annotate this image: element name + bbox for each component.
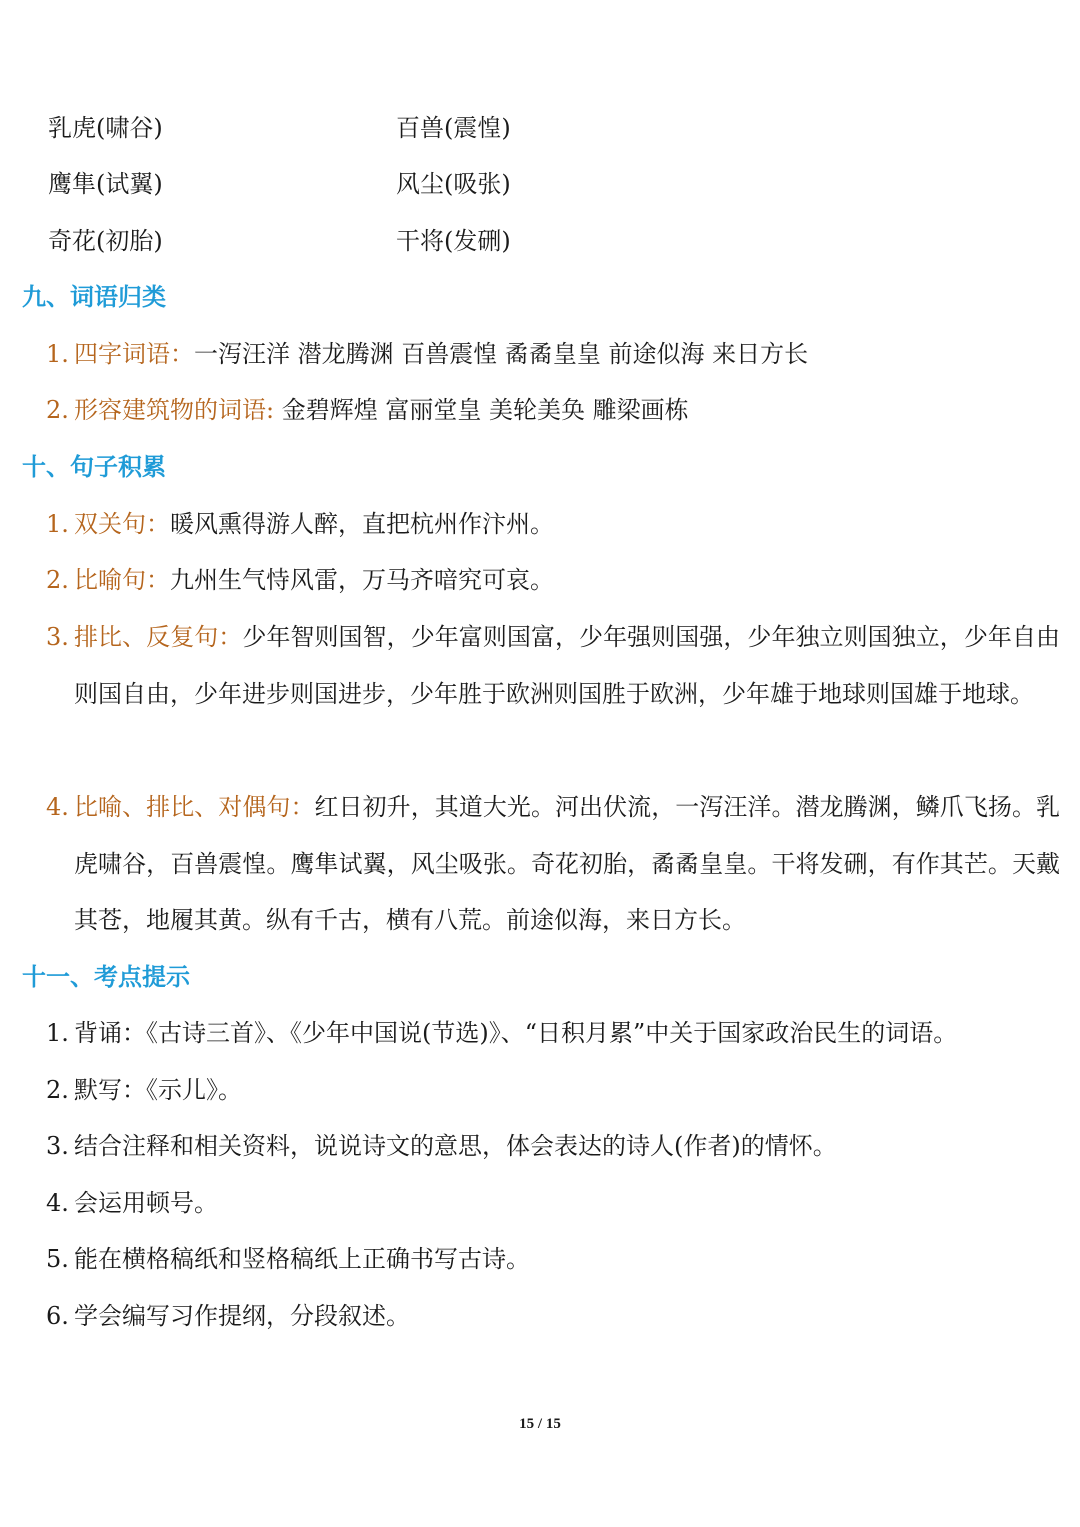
item-number: 6. — [46, 1302, 69, 1330]
item-text: 会运用顿号。 — [74, 1189, 218, 1217]
item-text: 一泻汪洋 潜龙腾渊 百兽震惶 矞矞皇皇 前途似海 来日方长 — [194, 340, 809, 368]
item-body — [74, 552, 1060, 609]
item-body — [74, 496, 1060, 553]
list-item — [46, 1118, 1060, 1175]
item-number: 2. — [46, 1076, 69, 1104]
item-number: 1. — [46, 340, 69, 368]
list-item — [46, 609, 1060, 722]
pair-right: 百兽(震惶) — [396, 114, 511, 142]
list-item — [46, 1062, 1060, 1119]
item-text: 少年智则国智，少年富则国富，少年强则国强，少年独立则国独立，少年自由则国自由，少年进步则国进步，少年胜于欧洲则国胜于欧洲，少年雄于地球则国雄于地球。 — [74, 623, 1061, 708]
item-label: 四字词语： — [74, 340, 194, 368]
item-body — [74, 609, 1060, 722]
item-body — [74, 779, 1060, 949]
item-label: 双关句： — [74, 510, 170, 538]
list-item — [46, 1005, 1060, 1062]
list-item — [46, 779, 1060, 949]
list-item — [46, 552, 1060, 609]
item-body — [74, 382, 1060, 439]
item-number: 5. — [46, 1245, 69, 1273]
list-item — [46, 326, 1060, 383]
item-label: 比喻句： — [74, 566, 170, 594]
item-text: 能在横格稿纸和竖格稿纸上正确书写古诗。 — [74, 1245, 530, 1273]
item-text: 金碧辉煌 富丽堂皇 美轮美奂 雕梁画栋 — [281, 396, 689, 424]
item-body — [74, 326, 1060, 383]
section-heading: 十一、考点提示 — [22, 963, 190, 991]
pair-right: 干将(发硎) — [396, 227, 511, 255]
item-text: 背诵：《古诗三首》、《少年中国说(节选)》、“日积月累”中关于国家政治民生的词语。 — [74, 1019, 958, 1047]
list-item — [46, 1231, 1060, 1288]
list-item — [46, 496, 1060, 553]
word-pair-row — [48, 221, 1048, 261]
item-text: 学会编写习作提纲，分段叙述。 — [74, 1302, 410, 1330]
item-number: 4. — [46, 793, 69, 821]
list-item — [46, 1175, 1060, 1232]
item-label: 形容建筑物的词语: — [74, 396, 282, 424]
item-text: 暖风熏得游人醉，直把杭州作汴州。 — [170, 510, 554, 538]
pair-left: 奇花(初胎) — [48, 227, 163, 255]
section-heading: 九、词语归类 — [22, 283, 166, 311]
item-number: 1. — [46, 510, 69, 538]
word-pair-row — [48, 108, 1048, 148]
list-item — [46, 1288, 1060, 1345]
item-number: 3. — [46, 1132, 69, 1160]
item-label: 比喻、排比、对偶句： — [74, 793, 315, 821]
pair-right: 风尘(吸张) — [396, 170, 511, 198]
item-number: 1. — [46, 1019, 69, 1047]
word-pair-row — [48, 164, 1048, 204]
item-number: 4. — [46, 1189, 69, 1217]
item-text: 默写：《示儿》。 — [74, 1076, 242, 1104]
item-text: 九州生气恃风雷，万马齐喑究可哀。 — [170, 566, 554, 594]
page-number: 15 / 15 — [519, 1416, 561, 1432]
item-label: 排比、反复句： — [74, 623, 243, 651]
section-heading: 十、句子积累 — [22, 453, 166, 481]
pair-left: 乳虎(啸谷) — [48, 114, 163, 142]
pair-left: 鹰隼(试翼) — [48, 170, 163, 198]
list-item — [46, 382, 1060, 439]
item-number: 3. — [46, 623, 69, 651]
item-number: 2. — [46, 396, 69, 424]
item-text: 结合注释和相关资料，说说诗文的意思，体会表达的诗人(作者)的情怀。 — [74, 1132, 837, 1160]
item-number: 2. — [46, 566, 69, 594]
item-text: 红日初升，其道大光。河出伏流，一泻汪洋。潜龙腾渊，鳞爪飞扬。乳虎啸谷，百兽震惶。鹰隼试翼，风尘吸张。奇花初胎，矞矞皇皇。干将发硎，有作其芒。天戴其苍，地履其黄。纵有千古，横有八荒。前途似海，来日方长。 — [74, 793, 1060, 934]
